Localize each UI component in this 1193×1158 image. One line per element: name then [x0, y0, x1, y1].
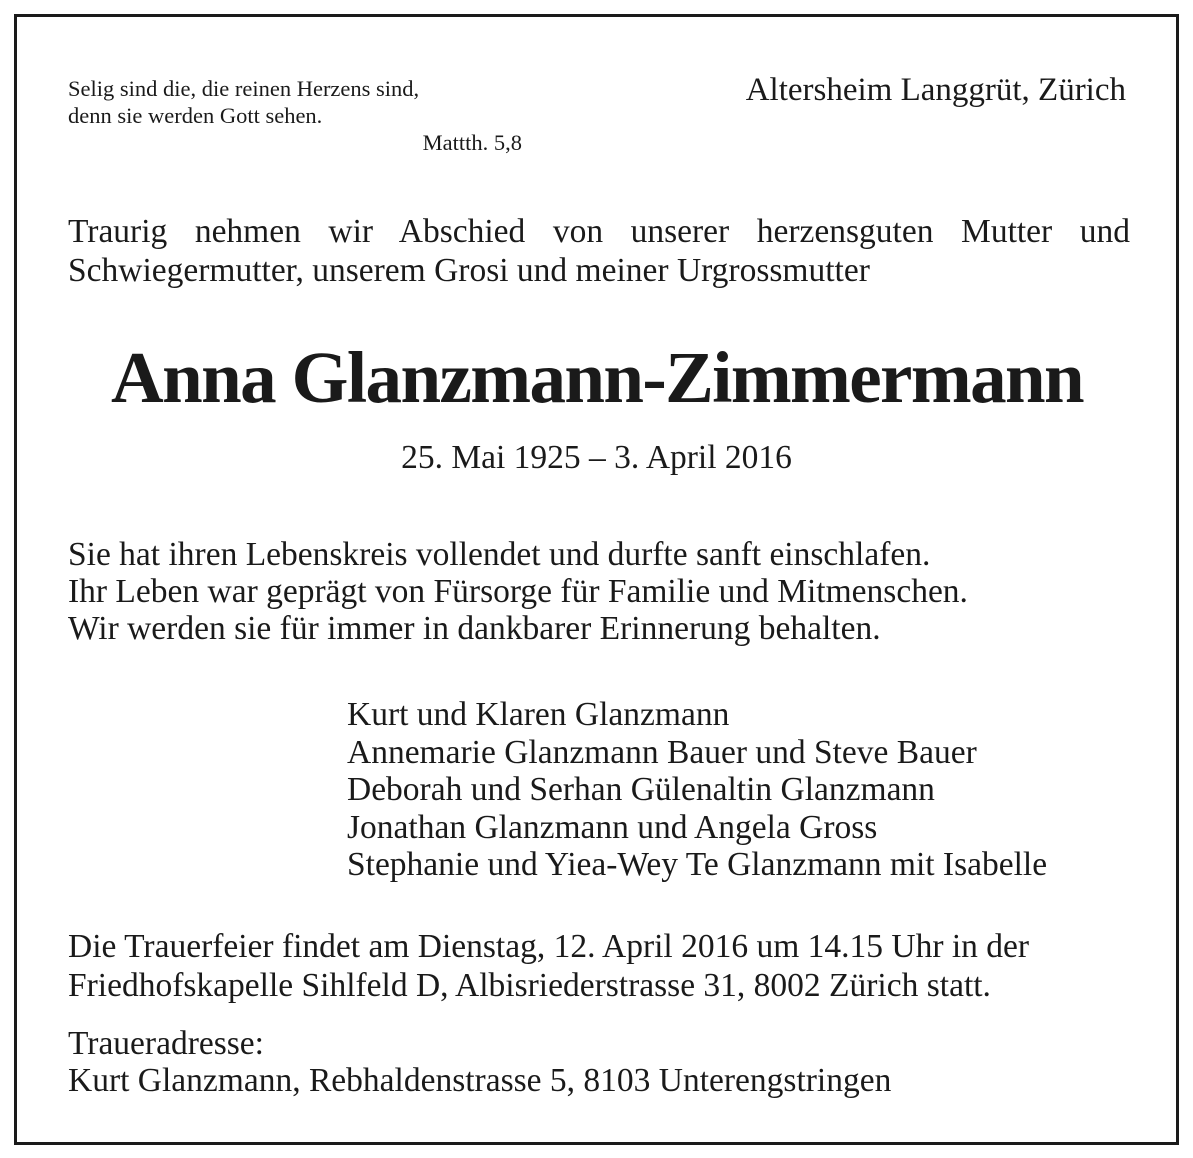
funeral-info: [68, 927, 1138, 1005]
bible-verse-line-2: denn sie werden Gott sehen.: [68, 103, 323, 128]
deceased-name: Anna Glanzmann-Zimmermann: [111, 337, 1083, 418]
intro-text: Traurig nehmen wir Abschied von unserer herzensguten Mutter und Schwiegermutter, unserem Grosi und meiner Urgrossmutter: [68, 213, 1130, 289]
mourning-address-value: Kurt Glanzmann, Rebhaldenstrasse 5, 8103 Unterengstringen: [68, 1062, 892, 1099]
funeral-info-line: Die Trauerfeier findet am Dienstag, 12. April 2016 um 14.15 Uhr in der: [68, 928, 1030, 965]
tribute-line: Sie hat ihren Lebenskreis vollendet und durfte sanft einschlafen.: [68, 536, 931, 573]
obituary-notice: [14, 14, 1179, 1145]
family-member: Kurt und Klaren Glanzmann: [347, 696, 730, 733]
family-member: Stephanie und Yiea-Wey Te Glanzmann mit Isabelle: [347, 846, 1048, 883]
funeral-info-line: Friedhofskapelle Sihlfeld D, Albisriederstrasse 31, 8002 Zürich statt.: [68, 967, 991, 1004]
life-dates: 25. Mai 1925 – 3. April 2016: [401, 439, 792, 476]
tribute-line: Wir werden sie für immer in dankbarer Erinnerung behalten.: [68, 610, 881, 647]
family-member: Annemarie Glanzmann Bauer und Steve Bauer: [347, 733, 977, 771]
bible-verse: [68, 75, 528, 156]
tribute-text: [68, 536, 1138, 647]
location-header: Altersheim Langgrüt, Zürich: [745, 72, 1126, 108]
family-member: Deborah und Serhan Gülenaltin Glanzmann: [347, 771, 935, 808]
family-list: [347, 696, 1047, 884]
bible-verse-reference: Mattth. 5,8: [422, 130, 522, 155]
tribute-line: Ihr Leben war geprägt von Fürsorge für Familie und Mitmenschen.: [68, 573, 968, 610]
mourning-address: [68, 1025, 1138, 1099]
mourning-address-label: Traueradresse:: [68, 1025, 264, 1062]
bible-verse-line-1: Selig sind die, die reinen Herzens sind,: [68, 76, 420, 101]
family-member: Jonathan Glanzmann und Angela Gross: [347, 808, 878, 846]
